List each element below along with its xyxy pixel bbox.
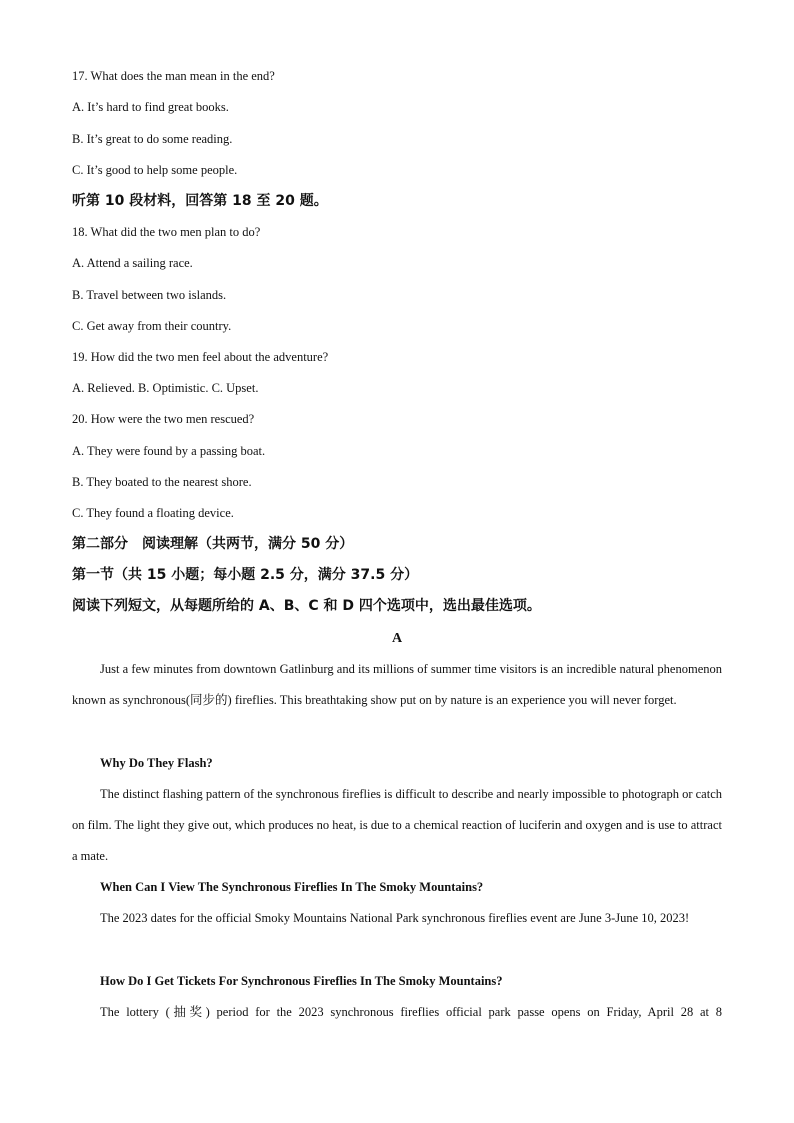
passage-paragraph-2 — [72, 779, 722, 873]
question-18-option-a: A. Attend a sailing race. — [72, 256, 193, 270]
passage-paragraph-3-text: The 2023 dates for the official Smoky Mountains National Park synchronous fireflies event are June 3-June 10, 2023! — [100, 911, 690, 925]
question-20-option-b: B. They boated to the nearest shore. — [72, 475, 252, 489]
question-17-option-a: A. It’s hard to find great books. — [72, 100, 229, 114]
reading-instruction: 阅读下列短文，从每题所给的 A、B、C 和 D 四个选项中，选出最佳选项。 — [72, 598, 541, 614]
passage-paragraph-4-text: The lottery (抽奖) period for the 2023 synchronous fireflies official park passe opens on Friday, April 28 at 8 — [100, 1005, 722, 1019]
question-18-option-b: B. Travel between two islands. — [72, 288, 227, 302]
question-18-option-c: C. Get away from their country. — [72, 319, 232, 333]
question-17-option-b: B. It’s great to do some reading. — [72, 132, 233, 146]
section-1-title: 第一节（共 15 小题；每小题 2.5 分，满分 37.5 分） — [72, 567, 419, 583]
question-17-option-c: C. It’s good to help some people. — [72, 163, 238, 177]
passage-heading-1: Why Do They Flash? — [100, 756, 213, 770]
passage-heading-2: When Can I View The Synchronous Fireflies In The Smoky Mountains? — [100, 880, 484, 894]
question-20-option-a: A. They were found by a passing boat. — [72, 444, 266, 458]
section-10-heading: 听第 10 段材料，回答第 18 至 20 题。 — [72, 193, 328, 209]
passage-paragraph-1-text: Just a few minutes from downtown Gatlinburg and its millions of summer time visitors is an incredible natural phenomenon known as synchronous(同步的) fireflies. This breathtaking show put on by nature is an experience you will never forget. — [72, 662, 722, 708]
question-18-stem: 18. What did the two men plan to do? — [72, 225, 261, 239]
passage-label: A — [391, 631, 403, 646]
question-19-stem: 19. How did the two men feel about the adventure? — [72, 350, 329, 364]
question-17-stem: 17. What does the man mean in the end? — [72, 69, 275, 83]
passage-paragraph-1 — [72, 654, 722, 716]
passage-heading-3: How Do I Get Tickets For Synchronous Fireflies In The Smoky Mountains? — [100, 974, 503, 988]
passage-paragraph-3 — [72, 903, 722, 934]
question-20-option-c: C. They found a floating device. — [72, 506, 234, 520]
passage-paragraph-4 — [72, 997, 722, 1028]
question-20-stem: 20. How were the two men rescued? — [72, 412, 255, 426]
passage-paragraph-2-text: The distinct flashing pattern of the synchronous fireflies is difficult to describe and nearly impossible to photograph or catch on film. The light they give out, which produces no heat, is due to a chemical reaction of luciferin and oxygen and is use to attract a mate. — [72, 787, 722, 864]
question-19-options: A. Relieved. B. Optimistic. C. Upset. — [72, 381, 259, 395]
part-2-title: 第二部分 阅读理解（共两节，满分 50 分） — [72, 536, 354, 552]
